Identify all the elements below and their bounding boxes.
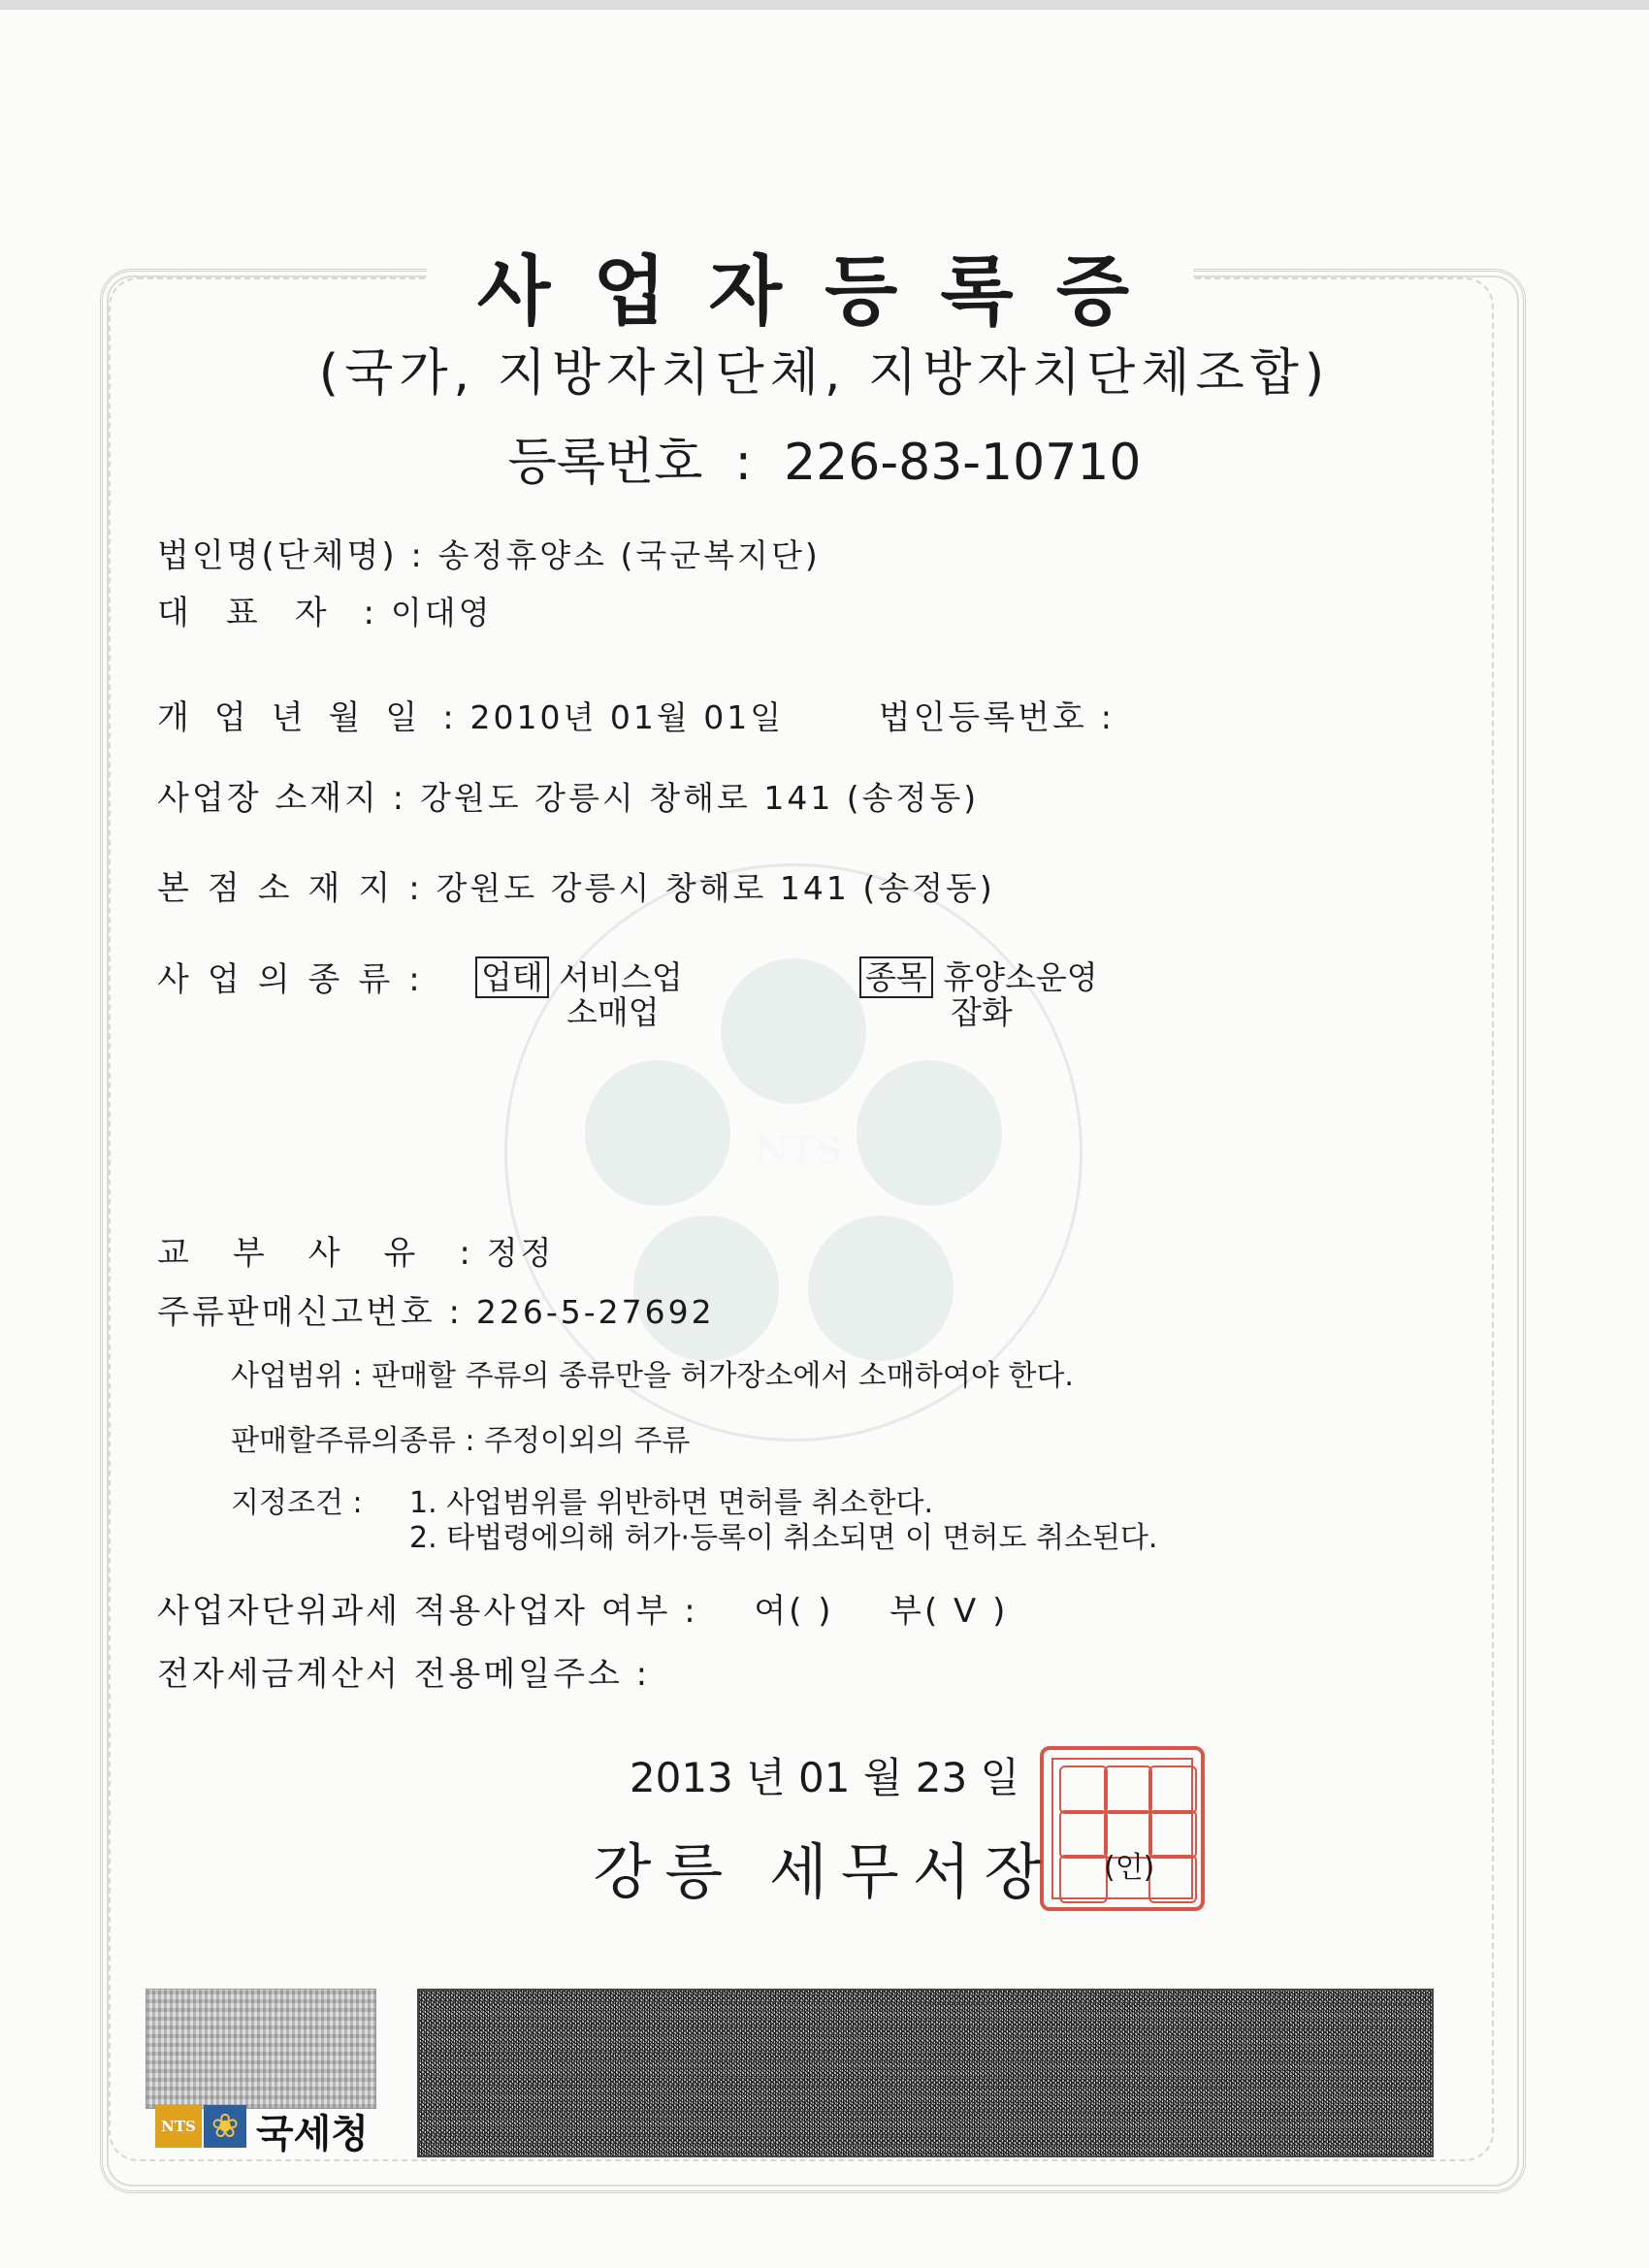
email-label: 전자세금계산서 전용메일주소 : [157, 1655, 651, 1694]
unit-tax-yes: 여( ) [754, 1592, 834, 1631]
issue-date: 2013 년 01 월 23 일 [629, 1754, 1020, 1801]
watermark-petal [808, 1215, 954, 1361]
seal-glyph [1059, 1810, 1108, 1859]
agency-name: 국세청 [256, 2112, 369, 2156]
seal-glyph [1104, 1766, 1152, 1814]
issuer-name: 강릉 세무서장 [593, 1836, 1056, 1907]
corp-name-value: 송정휴양소 (국군복지단) [437, 536, 821, 574]
business-address-value: 강원도 강릉시 창해로 141 (송정동) [419, 779, 980, 817]
watermark-petal [721, 958, 866, 1104]
watermark-nts-text: NTS [755, 1128, 843, 1172]
unit-tax-label: 사업자단위과세 적용사업자 여부 : [157, 1592, 698, 1631]
official-seal [1040, 1746, 1205, 1911]
2d-barcode [417, 1989, 1434, 2157]
registration-number [0, 421, 1649, 494]
head-office-value: 강원도 강릉시 창해로 141 (송정동) [436, 869, 995, 907]
registration-number-value: 226-83-10710 [784, 434, 1142, 492]
category-tag: 업태 [475, 956, 549, 998]
category-1: 서비스업 [559, 958, 683, 996]
watermark-petal [585, 1060, 730, 1206]
liquor-scope: 사업범위 : 판매할 주류의 종류만을 허가장소에서 소매하여야 한다. [231, 1359, 1074, 1393]
representative-row: 대표자: 이대영 [157, 594, 493, 632]
conditions-label: 지정조건 : [231, 1486, 363, 1520]
head-office-label: 본점소재지 [157, 869, 409, 908]
condition-1: 1. 사업범위를 위반하면 면허를 취소한다. [409, 1486, 933, 1520]
email-row [157, 1647, 650, 1695]
representative-value: 이대영 [390, 594, 493, 632]
liquor-license-label: 주류판매신고번호 : [157, 1293, 464, 1332]
corp-name-label: 법인명(단체명) [157, 536, 398, 575]
unit-tax-no: 부( V ) [889, 1592, 1009, 1631]
registration-number-label: 등록번호 [507, 434, 703, 492]
condition-2: 2. 타법령에의해 허가·등록이 취소되면 이 면허도 취소된다. [409, 1521, 1158, 1555]
seal-glyph [1059, 1766, 1108, 1814]
document-subtitle: (국가, 지방자치단체, 지방자치단체조합) [318, 344, 1331, 403]
item-2: 잡화 [951, 993, 1013, 1031]
seal-glyph [1148, 1766, 1197, 1814]
liquor-kinds: 판매할주류의종류 : 주정이외의 주류 [231, 1424, 691, 1458]
seal-glyph [1059, 1855, 1108, 1903]
document-title: 사업자등록증 [476, 248, 1173, 336]
issue-reason-row: 교부사유: 정정 [157, 1234, 555, 1273]
issue-reason-label: 교부사유 [157, 1234, 460, 1273]
watermark-petal [857, 1060, 1002, 1206]
seal-glyph [1148, 1810, 1197, 1859]
business-type-label: 사업의종류 [157, 960, 409, 999]
unit-tax-row [157, 1584, 1008, 1632]
representative-label: 대표자 [157, 594, 364, 632]
seal-mark: (인) [1104, 1851, 1155, 1885]
nts-flower-icon: ❀ [204, 2105, 246, 2148]
scan-edge [0, 0, 1649, 10]
head-office-row: 본점소재지: 강원도 강릉시 창해로 141 (송정동) [157, 869, 995, 908]
issue-reason-value: 정정 [486, 1234, 555, 1272]
item-tag: 종목 [859, 956, 933, 998]
open-date-value: 2010년 01월 01일 [469, 698, 785, 736]
category-2: 소매업 [566, 993, 660, 1031]
open-date-label: 개업년월일 [157, 698, 443, 737]
open-date-row: 개업년월일: 2010년 01월 01일 법인등록번호 : [157, 698, 1116, 737]
verification-code [146, 1989, 376, 2109]
nts-logo [155, 2097, 378, 2155]
liquor-license-row [157, 1285, 715, 1333]
corp-name-row: 법인명(단체명) : 송정휴양소 (국군복지단) [157, 536, 821, 575]
item-1: 휴양소운영 [943, 958, 1098, 996]
registration-colon: : [718, 434, 768, 492]
nts-abbr-badge: NTS [155, 2105, 202, 2148]
business-type-row: 사업의종류: [157, 960, 423, 999]
liquor-license-value: 226-5-27692 [475, 1293, 715, 1331]
seal-glyph [1148, 1855, 1197, 1903]
business-address-label: 사업장 소재지 [157, 779, 379, 818]
corp-reg-number-label: 법인등록번호 : [878, 698, 1116, 737]
business-address-row: 사업장 소재지 : 강원도 강릉시 창해로 141 (송정동) [157, 779, 980, 818]
